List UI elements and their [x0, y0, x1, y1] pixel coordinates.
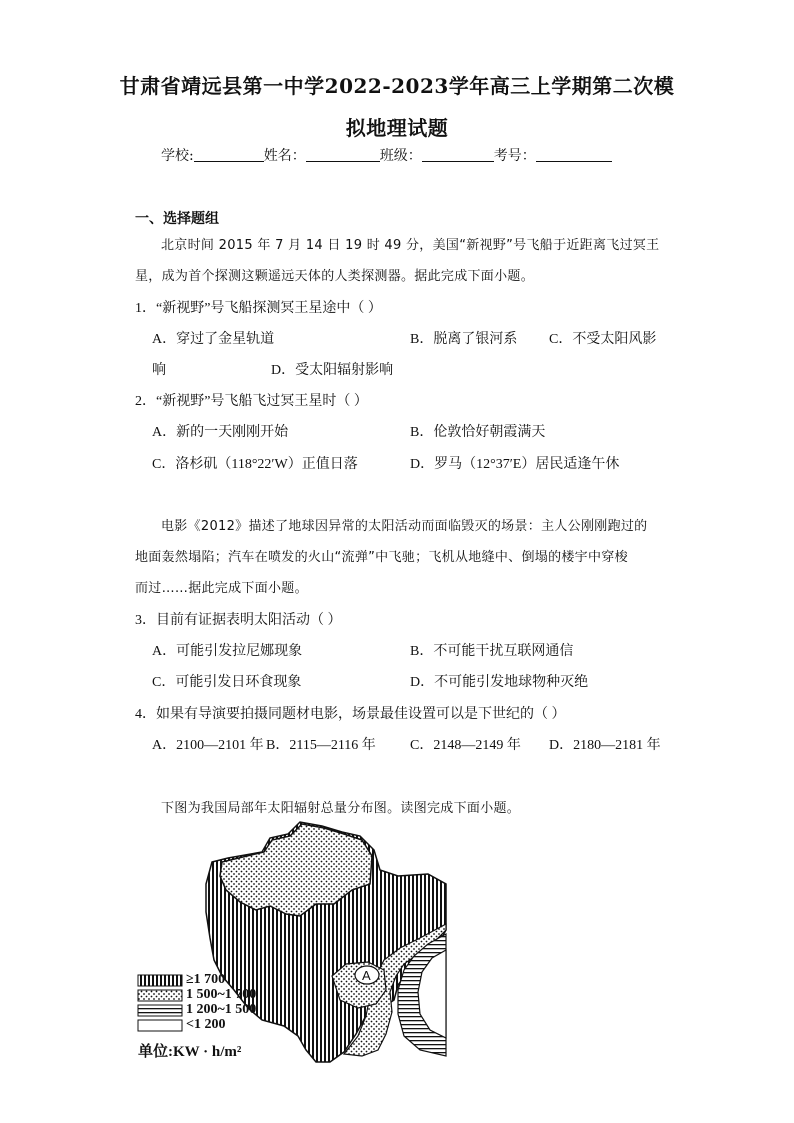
legend-label-below-1200: <1 200 [186, 1017, 226, 1032]
legend-swatch-below-1200 [138, 1020, 182, 1031]
question-3-option-b[interactable]: B．不可能干扰互联网通信 [410, 644, 574, 659]
question-1-option-c-continued: 响 [152, 363, 166, 378]
question-2-option-d[interactable]: D．罗马（12°37′E）居民适逢午休 [410, 457, 620, 472]
question-4-option-a[interactable]: A．2100—2101 年 [152, 738, 264, 753]
question-3-option-a[interactable]: A．可能引发拉尼娜现象 [152, 644, 303, 659]
question-4-stem: 4．如果有导演要拍摄同题材电影，场景最佳设置可以是下世纪的（ ） [135, 707, 566, 722]
material-2-line-3: 而过……据此完成下面小题。 [135, 581, 308, 596]
material-2-line-1: 电影《2012》描述了地球因异常的太阳活动而面临毁灭的场景：主人公刚刚跑过的 [161, 519, 648, 534]
question-4-option-b[interactable]: B．2115—2116 年 [266, 738, 376, 753]
number-label: 考号： [493, 148, 536, 164]
page-title-line-2: 拟地理试题 [345, 116, 449, 140]
question-4-option-d[interactable]: D．2180—2181 年 [549, 738, 661, 753]
legend-swatch-1500-1700 [138, 990, 182, 1001]
question-1-option-a[interactable]: A．穿过了金星轨道 [152, 332, 275, 347]
legend-swatch-above-1700 [138, 975, 182, 986]
map-label-a: A [362, 968, 371, 983]
question-2-stem: 2．“新视野”号飞船飞过冥王星时（ ） [135, 394, 368, 409]
question-1-option-c[interactable]: C．不受太阳风影 [549, 332, 657, 347]
page-title-line-1: 甘肃省靖远县第一中学2022-2023学年高三上学期第二次模 [119, 74, 675, 98]
question-2-option-c[interactable]: C．洛杉矶（118°22′W）正值日落 [152, 457, 358, 472]
material-1-line-2: 星，成为首个探测这颗遥远天体的人类探测器。据此完成下面小题。 [135, 269, 535, 284]
legend-label-1500-1700: 1 500~1 700 [186, 987, 257, 1002]
legend-unit: 单位:KW · h/m² [138, 1044, 242, 1060]
question-1-option-d[interactable]: D．受太阳辐射影响 [271, 363, 394, 378]
question-1-stem: 1．“新视野”号飞船探测冥王星途中（ ） [135, 301, 382, 316]
material-3: 下图为我国局部年太阳辐射总量分布图。读图完成下面小题。 [161, 801, 521, 816]
question-3-option-d[interactable]: D．不可能引发地球物种灭绝 [410, 675, 589, 690]
school-label: 学校: [161, 148, 194, 164]
material-1-line-1: 北京时间 2015 年 7 月 14 日 19 时 49 分，美国“新视野”号飞船于近距离飞过冥王 [161, 238, 660, 253]
question-2-option-a[interactable]: A．新的一天刚刚开始 [152, 425, 289, 440]
question-4-option-c[interactable]: C．2148—2149 年 [410, 738, 521, 753]
legend-label-above-1700: ≥1 700 [186, 972, 226, 987]
section-heading: 一、选择题组 [135, 211, 219, 227]
class-label: 班级： [379, 148, 422, 164]
question-2-option-b[interactable]: B．伦敦恰好朝霞满天 [410, 425, 546, 440]
question-1-option-b[interactable]: B．脱离了银河系 [410, 332, 518, 347]
legend-swatch-1200-1500 [138, 1005, 182, 1016]
material-2-line-2: 地面轰然塌陷；汽车在喷发的火山“流弹”中飞驰；飞机从地缝中、倒塌的楼宇中穿梭 [135, 550, 628, 565]
name-label: 姓名： [263, 148, 306, 164]
question-3-option-c[interactable]: C．可能引发日环食现象 [152, 675, 302, 690]
legend-label-1200-1500: 1 200~1 500 [186, 1002, 257, 1017]
question-3-stem: 3．目前有证据表明太阳活动（ ） [135, 613, 342, 628]
